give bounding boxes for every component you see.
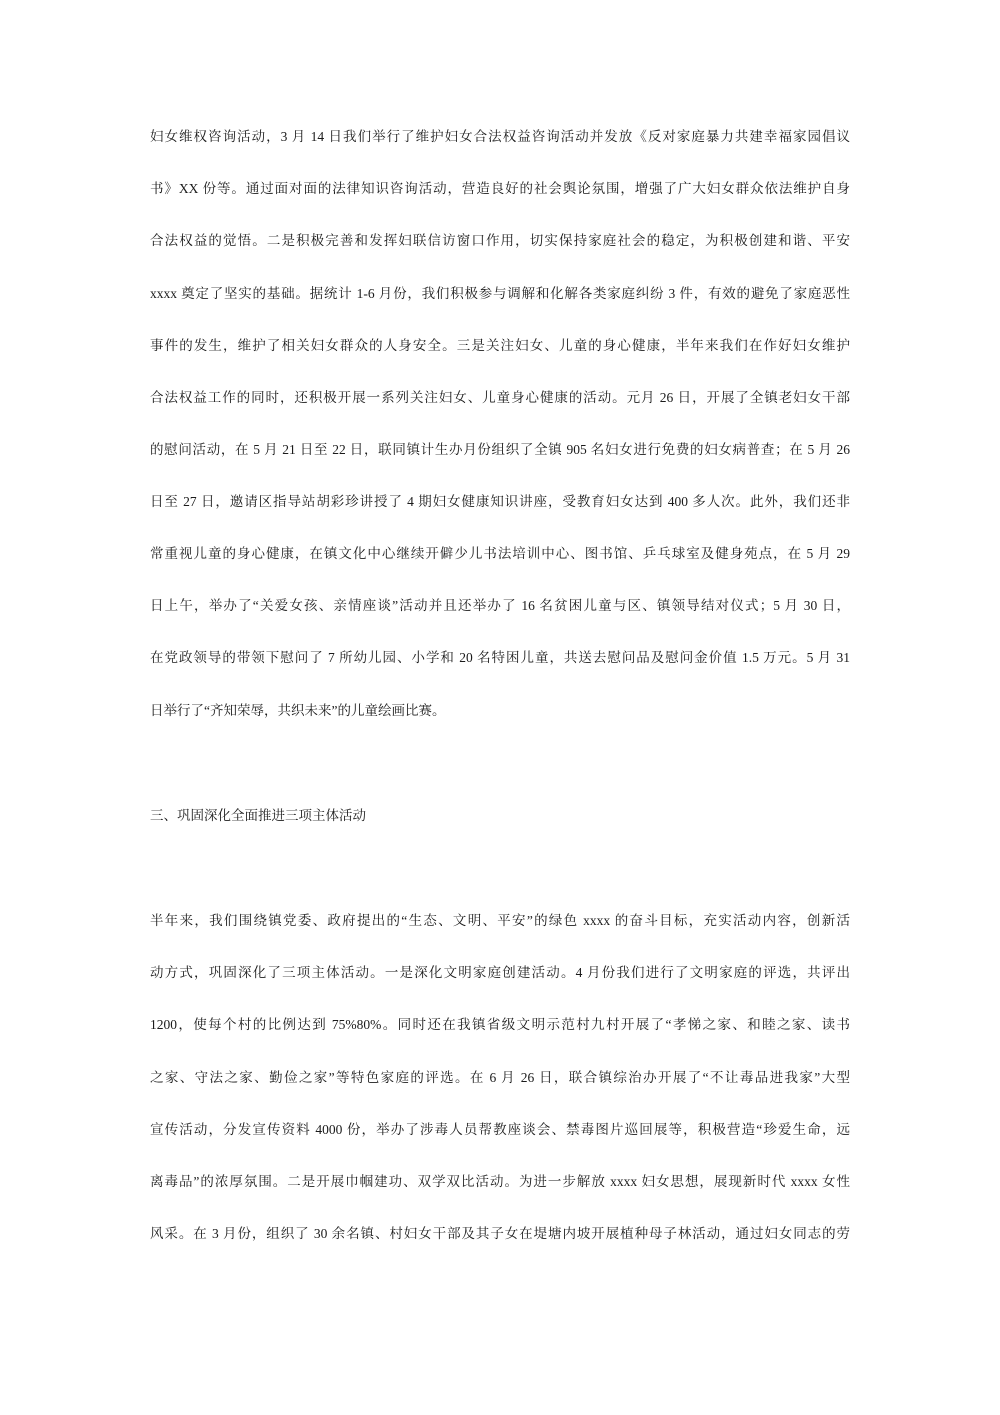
text-line: 合法权益工作的同时，还积极开展一系列关注妇女、儿童身心健康的活动。元月 26 日，开展了全镇老妇女干部 <box>150 390 850 405</box>
text-line: 之家、守法之家、勤俭之家”等特色家庭的评选。在 6 月 26 日，联合镇综治办开展了“不让毒品进我家”大型 <box>150 1070 850 1085</box>
text-line: 日上午，举办了“关爱女孩、亲情座谈”活动并且还举办了 16 名贫困儿童与区、镇领导结对仪式；5 月 30 日， <box>150 598 850 613</box>
section-heading: 三、巩固深化全面推进三项主体活动 <box>150 808 366 823</box>
text-line: 日举行了“齐知荣辱，共织未来”的儿童绘画比赛。 <box>150 703 446 718</box>
text-line: 日至 27 日，邀请区指导站胡彩珍讲授了 4 期妇女健康知识讲座，受教育妇女达到 400 多人次。此外，我们还非 <box>150 494 850 509</box>
text-line: 宣传活动，分发宣传资料 4000 份，举办了涉毒人员帮教座谈会、禁毒图片巡回展等，积极营造“珍爱生命，远 <box>150 1122 850 1137</box>
text-line: 书》XX 份等。通过面对面的法律知识咨询活动，营造良好的社会舆论氛围，增强了广大妇女群众依法维护自身 <box>150 181 850 196</box>
text-line: 妇女维权咨询活动，3 月 14 日我们举行了维护妇女合法权益咨询活动并发放《反对家庭暴力共建幸福家园倡议 <box>150 129 850 144</box>
text-line: 在党政领导的带领下慰问了 7 所幼儿园、小学和 20 名特困儿童，共送去慰问品及慰问金价值 1.5 万元。5 月 31 <box>150 650 850 665</box>
text-line: 风采。在 3 月份，组织了 30 余名镇、村妇女干部及其子女在堤塘内坡开展植种母子林活动，通过妇女同志的劳 <box>150 1226 850 1241</box>
text-line: 半年来，我们围绕镇党委、政府提出的“生态、文明、平安”的绿色 xxxx 的奋斗目标，充实活动内容，创新活 <box>150 913 850 928</box>
text-line: 的慰问活动，在 5 月 21 日至 22 日，联同镇计生办月份组织了全镇 905 名妇女进行免费的妇女病普查；在 5 月 26 <box>150 442 850 457</box>
text-line: 1200，使每个村的比例达到 75%80%。同时还在我镇省级文明示范村九村开展了“孝悌之家、和睦之家、读书 <box>150 1017 850 1032</box>
text-line: xxxx 奠定了坚实的基础。据统计 1-6 月份，我们积极参与调解和化解各类家庭纠纷 3 件，有效的避免了家庭恶性 <box>150 286 850 301</box>
text-line: 合法权益的觉悟。二是积极完善和发挥妇联信访窗口作用，切实保持家庭社会的稳定，为积极创建和谐、平安 <box>150 233 850 248</box>
text-line: 常重视儿童的身心健康，在镇文化中心继续开僻少儿书法培训中心、图书馆、乒乓球室及健身苑点，在 5 月 29 <box>150 546 850 561</box>
text-line: 动方式，巩固深化了三项主体活动。一是深化文明家庭创建活动。4 月份我们进行了文明家庭的评选，共评出 <box>150 965 850 980</box>
text-line: 离毒品”的浓厚氛围。二是开展巾帼建功、双学双比活动。为进一步解放 xxxx 妇女思想，展现新时代 xxxx 女性 <box>150 1174 850 1189</box>
text-line: 事件的发生，维护了相关妇女群众的人身安全。三是关注妇女、儿童的身心健康，半年来我们在作好妇女维护 <box>150 338 850 353</box>
